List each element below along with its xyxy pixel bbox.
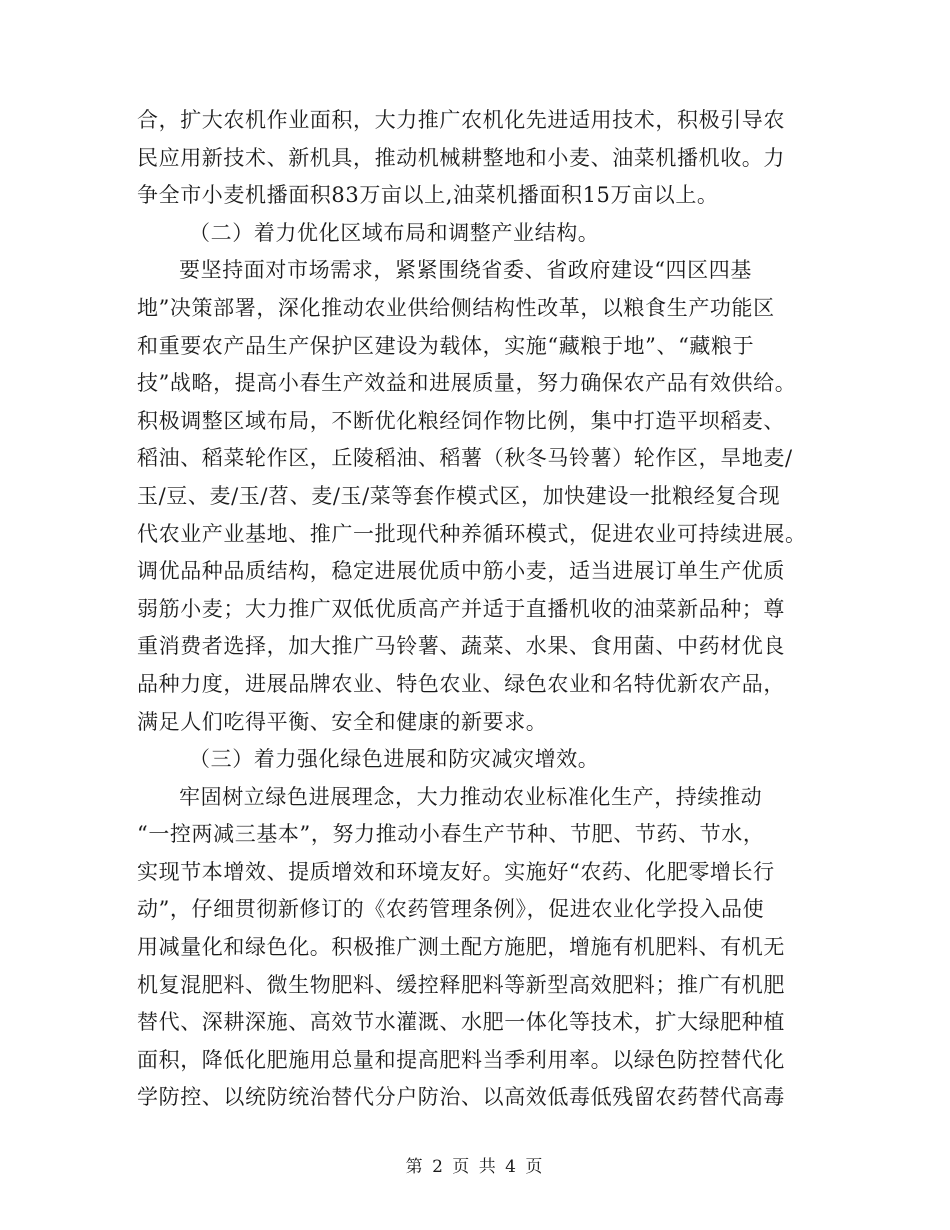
body-text-line: 玉/豆、麦/玉/苕、麦/玉/菜等套作模式区，加快建设一批粮经复合现 (137, 483, 781, 508)
body-text-line: 调优品种品质结构，稳定进展优质中筋小麦，适当进展订单生产优质 (137, 559, 785, 584)
body-text-line: 积极调整区域布局，不断优化粮经饲作物比例，集中打造平坝稻麦、 (137, 408, 785, 433)
body-text-line: 面积，降低化肥施用总量和提高肥料当季利用率。以绿色防控替代化 (137, 1047, 785, 1072)
body-text-line: 技”战略，提高小春生产效益和进展质量，努力确保农产品有效供给。 (137, 371, 797, 396)
page-footer: 第 2 页 共 4 页 (405, 1157, 545, 1177)
body-text-line: 稻油、稻菜轮作区，丘陵稻油、稻薯（秋冬马铃薯）轮作区，旱地麦/ (137, 446, 793, 471)
body-text-line: 和重要农产品生产保护区建设为载体，实施“藏粮于地”、“藏粮于 (137, 333, 755, 358)
section-heading: （三）着力强化绿色进展和防灾减灾增效。 (189, 747, 600, 772)
body-text-line: 争全市小麦机播面积83万亩以上,油菜机播面积15万亩以上。 (137, 183, 719, 208)
body-text-line: 动”，仔细贯彻新修订的《农药管理条例》，促进农业化学投入品使 (137, 897, 765, 922)
body-text-line: 弱筋小麦；大力推广双低优质高产并适于直播机收的油菜新品种；尊 (137, 596, 785, 621)
body-text-line: 用减量化和绿色化。积极推广测土配方施肥，增施有机肥料、有机无 (137, 935, 785, 960)
body-text-line: 要坚持面对市场需求，紧紧围绕省委、省政府建设“四区四基 (179, 258, 752, 283)
section-heading: （二）着力优化区域布局和调整产业结构。 (189, 220, 600, 245)
body-text-line: 地”决策部署，深化推动农业供给侧结构性改革，以粮食生产功能区 (137, 295, 775, 320)
body-text-line: 替代、深耕深施、高效节水灌溉、水肥一体化等技术，扩大绿肥种植 (137, 1010, 785, 1035)
body-text-line: 民应用新技术、新机具，推动机械耕整地和小麦、油菜机播机收。力 (137, 145, 785, 170)
body-text-line: 合，扩大农机作业面积，大力推广农机化先进适用技术，积极引导农 (137, 108, 785, 132)
body-text-line: 代农业产业基地、推广一批现代种养循环模式，促进农业可持续进展。 (137, 521, 807, 546)
body-text-line: 重消费者选择，加大推广马铃薯、蔬菜、水果、食用菌、中药材优良 (137, 634, 785, 659)
body-text-line: 品种力度，进展品牌农业、特色农业、绿色农业和名特优新农产品， (137, 671, 785, 696)
body-text-line: 机复混肥料、微生物肥料、缓控释肥料等新型高效肥料；推广有机肥 (137, 972, 785, 997)
body-text-line: “一控两减三基本”，努力推动小春生产节种、节肥、节药、节水， (137, 822, 765, 847)
body-text-line: 实现节本增效、提质增效和环境友好。实施好“农药、化肥零增长行 (137, 859, 775, 884)
body-text-line: 满足人们吃得平衡、安全和健康的新要求。 (137, 709, 548, 734)
document-page (137, 102, 813, 1117)
body-text-line: 牢固树立绿色进展理念，大力推动农业标准化生产，持续推动 (179, 784, 763, 809)
body-text-line: 学防控、以统防统治替代分户防治、以高效低毒低残留农药替代高毒 (137, 1085, 785, 1110)
